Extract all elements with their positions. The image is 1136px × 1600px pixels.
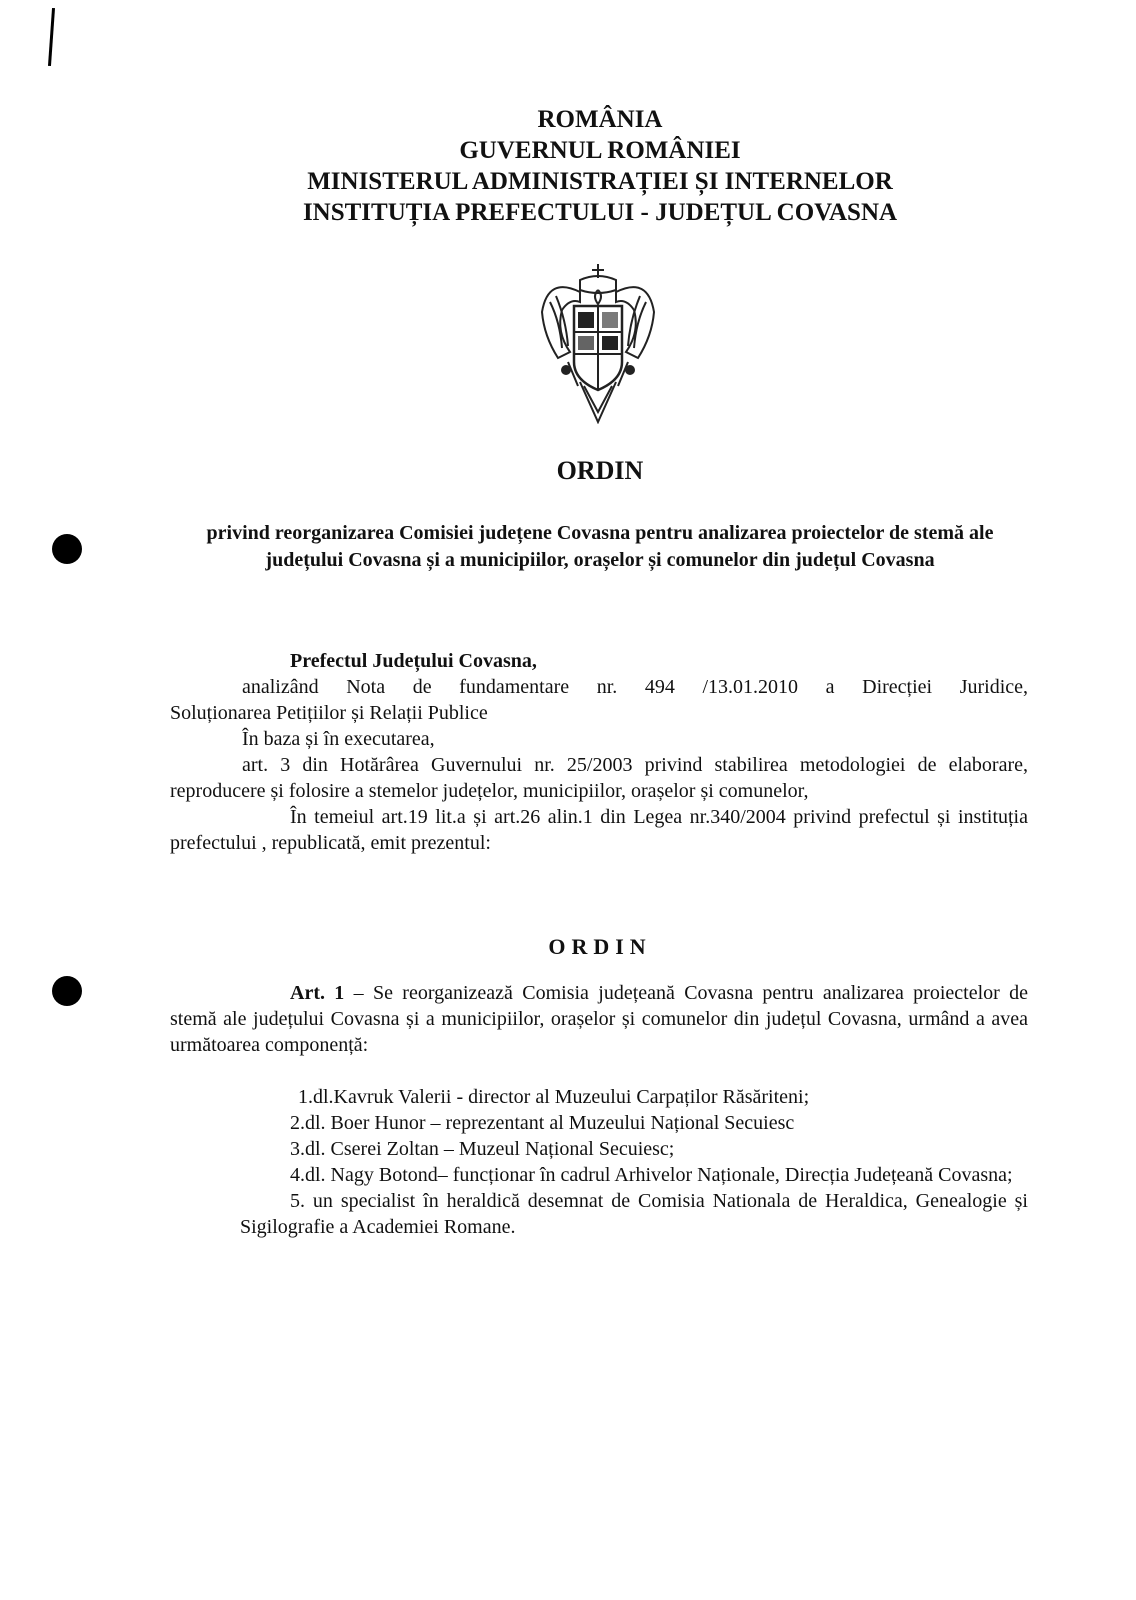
document-title: ORDIN — [556, 456, 644, 485]
article-1 — [170, 980, 1028, 1058]
list-item: 4.dl. Nagy Botond– funcționar în cadrul Arhivelor Naționale, Direcția Județeană Covasna; — [290, 1164, 1013, 1186]
list-item: 5. un specialist în heraldică desemnat de Comisia Nationala de Heraldica, Genealogie și Sigilografie a Academiei Romane. — [240, 1190, 1028, 1238]
art3-paragraph: art. 3 din Hotărârea Guvernului nr. 25/2003 privind stabilirea metodologiei de elaborare, reproducere și folosire a stemelor județelor, municipiilor, orașelor și comunelor, — [170, 754, 1028, 802]
document-header — [0, 104, 1136, 228]
list-item: 3.dl. Cserei Zoltan – Muzeul Național Secuiesc; — [290, 1138, 675, 1160]
document-subject: privind reorganizarea Comisiei județene Covasna pentru analizarea proiectelor de stemă ale județului Covasna și a municipiilor, orașelor și comunelor din județul Covasna — [206, 522, 994, 571]
preamble — [170, 648, 1028, 856]
romanian-coat-of-arms-icon — [540, 262, 656, 424]
art1-text: – Se reorganizează Comisia județeană Covasna pentru analizarea proiectelor de stemă ale județului Covasna și a municipiilor, orașelor și comunelor din județul Covasna, urmând a avea următoarea componență: — [170, 982, 1029, 1056]
scan-mark-line — [48, 8, 55, 66]
list-item: 2.dl. Boer Hunor – reprezentant al Muzeului Național Secuiesc — [290, 1112, 795, 1134]
punch-hole-top — [52, 534, 82, 564]
ordin-heading: ORDIN — [548, 934, 652, 959]
list-item: 1.dl.Kavruk Valerii - director al Muzeului Carpaților Răsăriteni; — [298, 1086, 810, 1108]
prefect-line: Prefectul Județului Covasna, — [290, 650, 537, 672]
nota-line-b: Soluționarea Petițiilor și Relații Publice — [170, 702, 488, 724]
header-ministry: MINISTERUL ADMINISTRAȚIEI ȘI INTERNELOR — [307, 168, 893, 195]
nota-line-a: analizând Nota de fundamentare nr. 494 /13.01.2010 a Direcției Juridice, — [242, 676, 1028, 698]
members-list — [170, 1084, 1028, 1240]
in-baza-line: În baza și în executarea, — [242, 728, 435, 750]
header-government: GUVERNUL ROMÂNIEI — [459, 137, 741, 164]
header-country: ROMÂNIA — [537, 106, 663, 133]
header-institution: INSTITUȚIA PREFECTULUI - JUDEȚUL COVASNA — [302, 199, 898, 226]
punch-hole-bottom — [52, 976, 82, 1006]
temeiul-paragraph: În temeiul art.19 lit.a și art.26 alin.1 din Legea nr.340/2004 privind prefectul și instituția prefectului , republicată, emit prezentul: — [170, 806, 1028, 854]
art1-label: Art. 1 — [290, 982, 345, 1004]
